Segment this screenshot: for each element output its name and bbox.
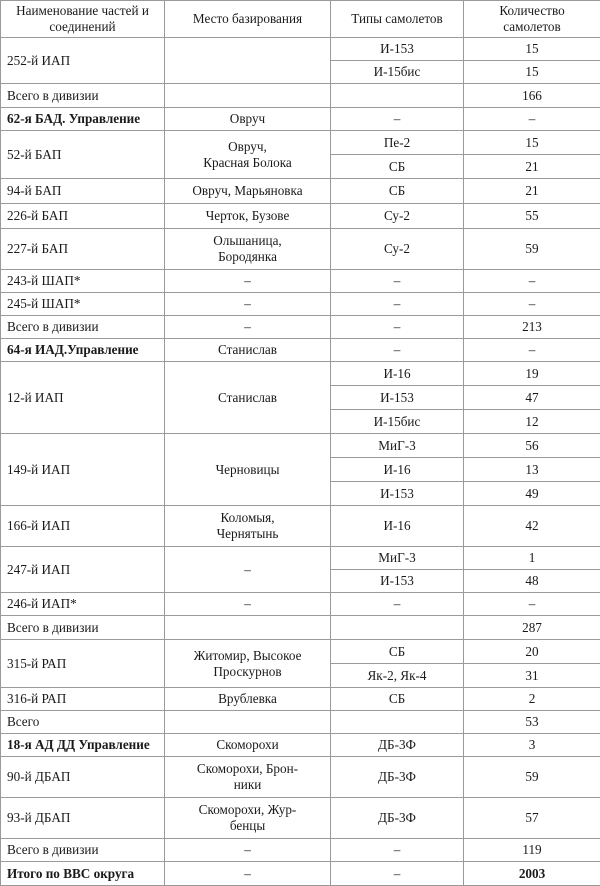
aircraft-count-cell: 31 [464,664,600,688]
base-location-cell: Коломыя, Чернятынь [165,506,331,547]
unit-name-cell: 316-й РАП [1,688,165,711]
table-row [1,229,600,270]
aircraft-type-cell: И-15бис [331,410,464,434]
aircraft-count-cell: – [464,593,600,616]
aircraft-count-cell: 53 [464,711,600,734]
table-row [1,131,600,155]
aircraft-count-cell: 47 [464,386,600,410]
base-location-cell: Станислав [165,339,331,362]
base-location-cell [165,84,331,108]
table-row [1,362,600,386]
aircraft-count-cell: 55 [464,204,600,229]
aircraft-count-cell: – [464,339,600,362]
base-location-cell: Овруч, Красная Болока [165,131,331,179]
aircraft-type-cell [331,84,464,108]
aircraft-type-cell: И-153 [331,38,464,61]
base-location-cell: – [165,593,331,616]
unit-name-cell: 18-я АД ДД Управление [1,734,165,757]
aircraft-type-cell: МиГ-3 [331,547,464,570]
aircraft-type-cell: И-153 [331,570,464,593]
unit-name-cell: Всего в дивизии [1,839,165,862]
base-location-cell: Врублевка [165,688,331,711]
unit-name-cell: 243-й ШАП* [1,270,165,293]
table-header-row [1,1,600,38]
aircraft-count-cell: 42 [464,506,600,547]
table-row [1,270,600,293]
aircraft-count-cell: – [464,108,600,131]
aircraft-type-cell: И-16 [331,362,464,386]
base-location-cell: Черновицы [165,434,331,506]
base-location-cell [165,38,331,84]
aircraft-type-cell: – [331,839,464,862]
unit-name-cell: 315-й РАП [1,640,165,688]
table-body [1,1,600,886]
table-row [1,862,600,886]
base-location-cell: Ольшаница, Бородянка [165,229,331,270]
base-location-cell: – [165,547,331,593]
aircraft-count-cell: 1 [464,547,600,570]
unit-name-cell: Итого по ВВС округа [1,862,165,886]
unit-name-cell: 247-й ИАП [1,547,165,593]
table-row [1,179,600,204]
aircraft-count-cell: 59 [464,229,600,270]
aircraft-type-cell: ДБ-3Ф [331,757,464,798]
aircraft-count-cell: 49 [464,482,600,506]
aircraft-type-cell: И-16 [331,458,464,482]
aircraft-count-cell: 19 [464,362,600,386]
table-row [1,84,600,108]
base-location-cell: Скоморохи [165,734,331,757]
aircraft-count-cell: 13 [464,458,600,482]
aircraft-type-cell: ДБ-3Ф [331,798,464,839]
column-header-base: Место базирования [165,1,331,38]
table-row [1,108,600,131]
base-location-cell: – [165,293,331,316]
column-header-type: Типы самолетов [331,1,464,38]
aircraft-type-cell: МиГ-3 [331,434,464,458]
unit-name-cell: 166-й ИАП [1,506,165,547]
base-location-cell: – [165,316,331,339]
unit-name-cell: 90-й ДБАП [1,757,165,798]
aircraft-type-cell: – [331,339,464,362]
unit-name-cell: Всего в дивизии [1,84,165,108]
base-location-cell: Скоморохи, Жур- бенцы [165,798,331,839]
aircraft-count-cell: 56 [464,434,600,458]
table-row [1,506,600,547]
aircraft-type-cell: И-153 [331,386,464,410]
aircraft-type-cell: СБ [331,688,464,711]
aircraft-type-cell [331,616,464,640]
unit-name-cell: 245-й ШАП* [1,293,165,316]
base-location-cell [165,616,331,640]
aircraft-count-cell: 166 [464,84,600,108]
base-location-cell: – [165,862,331,886]
table-row [1,293,600,316]
aircraft-type-cell: Су-2 [331,204,464,229]
aircraft-count-cell: 15 [464,38,600,61]
aircraft-count-cell: 21 [464,155,600,179]
aircraft-type-cell: – [331,862,464,886]
aircraft-type-cell: СБ [331,155,464,179]
table-row [1,434,600,458]
aircraft-type-cell: Як-2, Як-4 [331,664,464,688]
unit-name-cell: 252-й ИАП [1,38,165,84]
table-row [1,593,600,616]
base-location-cell: Житомир, Высокое Проскурнов [165,640,331,688]
unit-name-cell: 246-й ИАП* [1,593,165,616]
table-row [1,688,600,711]
table-row [1,711,600,734]
aircraft-count-cell: 21 [464,179,600,204]
aircraft-type-cell: – [331,593,464,616]
aircraft-type-cell: – [331,270,464,293]
table-row [1,38,600,61]
unit-name-cell: 226-й БАП [1,204,165,229]
aircraft-type-cell: И-153 [331,482,464,506]
unit-name-cell: 12-й ИАП [1,362,165,434]
aircraft-type-cell [331,711,464,734]
base-location-cell [165,711,331,734]
table-row [1,757,600,798]
aircraft-count-cell: 2003 [464,862,600,886]
aircraft-count-cell: 287 [464,616,600,640]
unit-name-cell: 62-я БАД. Управление [1,108,165,131]
base-location-cell: Скоморохи, Брон- ники [165,757,331,798]
table-row [1,316,600,339]
column-header-count: Количество самолетов [464,1,600,38]
aircraft-count-cell: 3 [464,734,600,757]
aircraft-count-cell: 59 [464,757,600,798]
base-location-cell: – [165,839,331,862]
aircraft-type-cell: – [331,316,464,339]
aircraft-type-cell: – [331,293,464,316]
table-row [1,798,600,839]
base-location-cell: – [165,270,331,293]
aircraft-type-cell: И-15бис [331,61,464,84]
table-row [1,204,600,229]
aircraft-count-cell: 2 [464,688,600,711]
unit-name-cell: Всего в дивизии [1,616,165,640]
table-row [1,547,600,570]
aircraft-count-cell: 57 [464,798,600,839]
aircraft-count-cell: – [464,293,600,316]
base-location-cell: Черток, Бузове [165,204,331,229]
base-location-cell: Станислав [165,362,331,434]
table-row [1,839,600,862]
aircraft-type-cell: СБ [331,640,464,664]
column-header-unit: Наименование частей и соединений [1,1,165,38]
aircraft-type-cell: СБ [331,179,464,204]
aircraft-count-cell: 12 [464,410,600,434]
aircraft-count-cell: 15 [464,131,600,155]
aircraft-count-cell: 20 [464,640,600,664]
table-row [1,616,600,640]
base-location-cell: Овруч, Марьяновка [165,179,331,204]
unit-name-cell: Всего [1,711,165,734]
aircraft-type-cell: И-16 [331,506,464,547]
base-location-cell: Овруч [165,108,331,131]
table-row [1,640,600,664]
unit-name-cell: 149-й ИАП [1,434,165,506]
unit-name-cell: Всего в дивизии [1,316,165,339]
unit-name-cell: 94-й БАП [1,179,165,204]
aircraft-count-cell: 119 [464,839,600,862]
table-row [1,339,600,362]
unit-name-cell: 52-й БАП [1,131,165,179]
unit-name-cell: 64-я ИАД.Управление [1,339,165,362]
table-row [1,734,600,757]
aircraft-type-cell: ДБ-3Ф [331,734,464,757]
unit-name-cell: 227-й БАП [1,229,165,270]
aircraft-count-cell: 15 [464,61,600,84]
aircraft-count-cell: 48 [464,570,600,593]
aircraft-type-cell: – [331,108,464,131]
aircraft-count-cell: – [464,270,600,293]
unit-name-cell: 93-й ДБАП [1,798,165,839]
aircraft-count-cell: 213 [464,316,600,339]
aircraft-type-cell: Пе-2 [331,131,464,155]
aircraft-type-cell: Су-2 [331,229,464,270]
